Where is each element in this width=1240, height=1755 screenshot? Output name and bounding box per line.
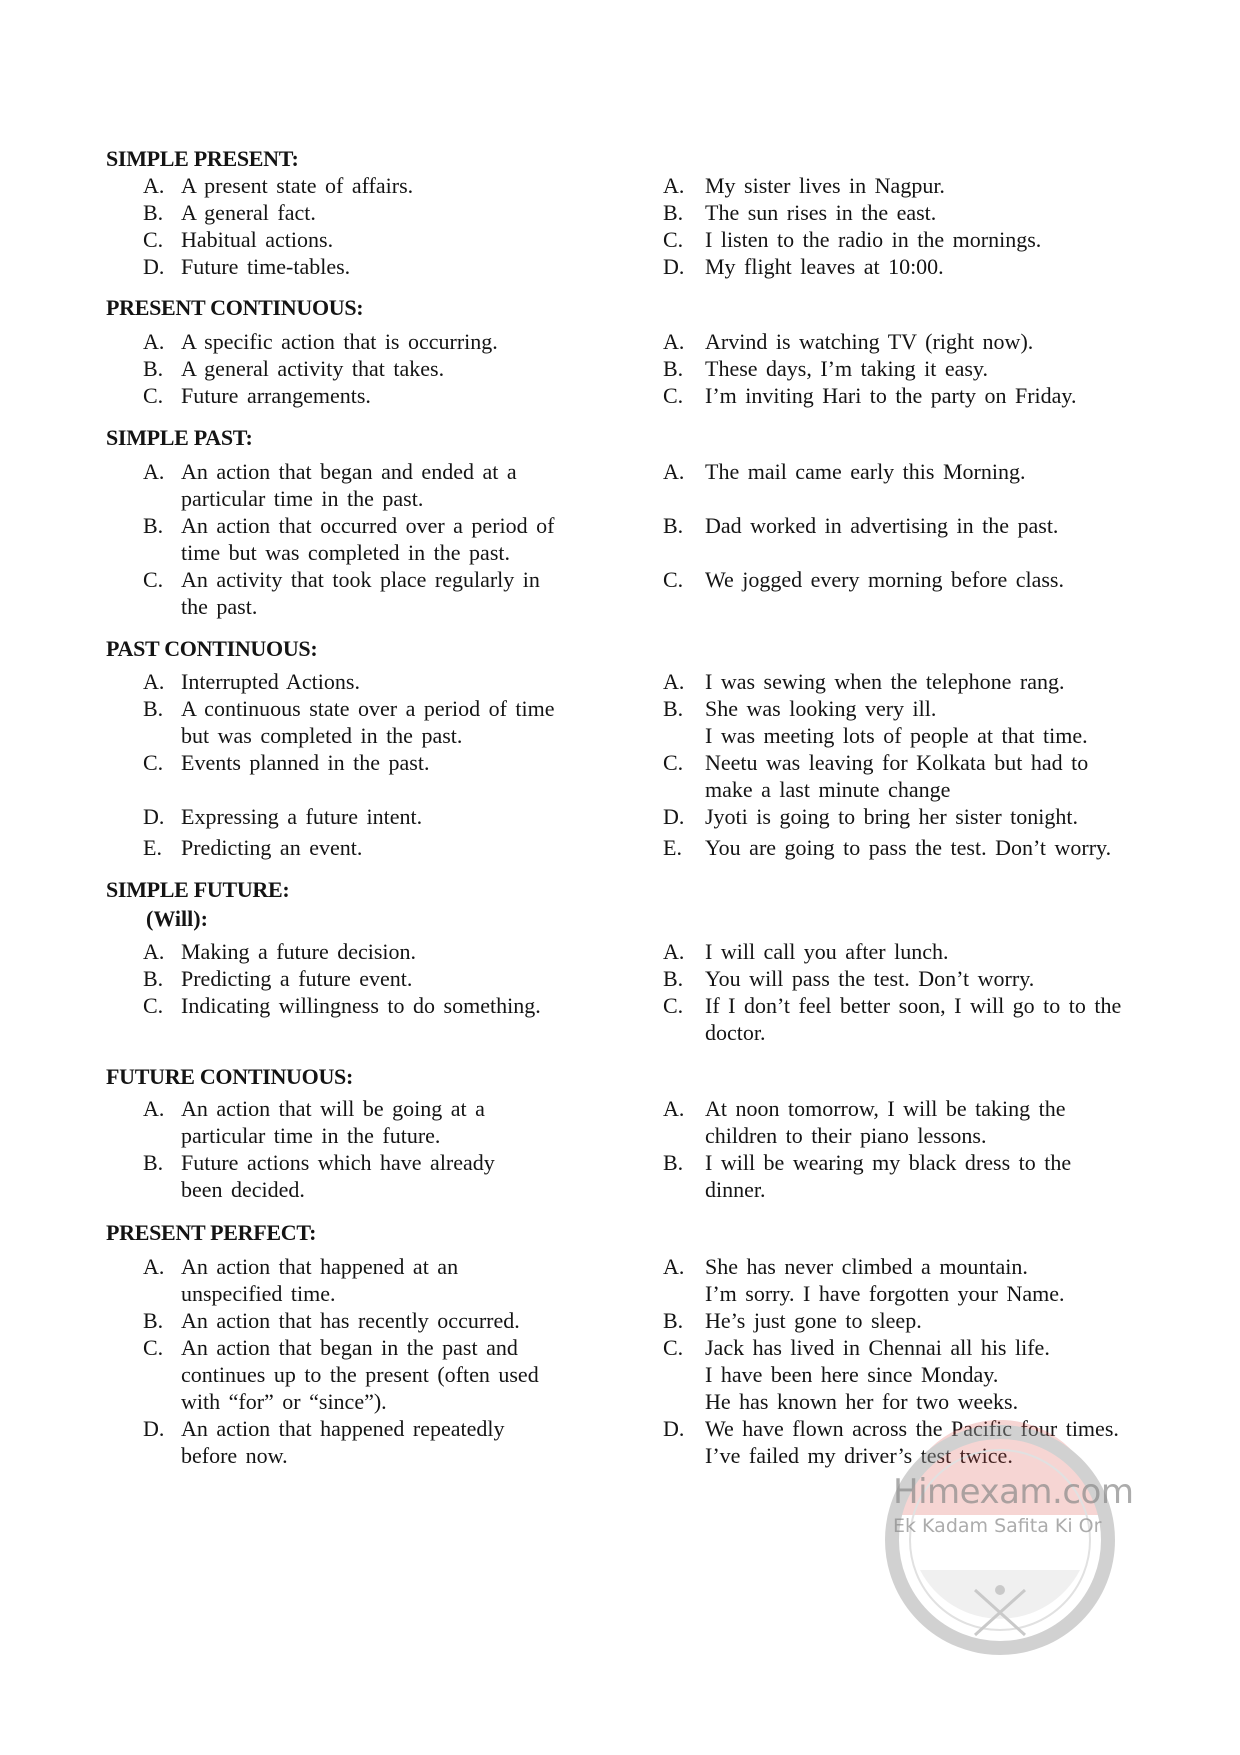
example-text: I was sewing when the telephone rang.: [705, 669, 1065, 694]
item-letter: A.: [143, 1254, 165, 1279]
usage-text: An action that happened at an unspecified time.: [181, 1254, 459, 1306]
usage-text: Indicating willingness to do something.: [181, 993, 541, 1018]
item-letter: A.: [143, 329, 165, 354]
example-text: Jyoti is going to bring her sister tonight.: [705, 804, 1078, 829]
usage-text: Future arrangements.: [181, 383, 371, 408]
example-text: Arvind is watching TV (right now).: [705, 329, 1034, 354]
section-subheading: (Will):: [146, 906, 208, 931]
example-text: I will be wearing my black dress to the dinner.: [705, 1150, 1072, 1202]
example-text: These days, I’m taking it easy.: [705, 356, 988, 381]
item-letter: B.: [143, 513, 164, 538]
item-letter: D.: [663, 804, 685, 829]
item-letter: B.: [143, 356, 164, 381]
example-text: Dad worked in advertising in the past.: [705, 513, 1059, 538]
item-letter: B.: [663, 513, 684, 538]
section-heading: SIMPLE FUTURE:: [106, 877, 290, 902]
item-letter: D.: [663, 1416, 685, 1441]
item-letter: B.: [663, 1308, 684, 1333]
item-letter: D.: [663, 254, 685, 279]
usage-text: Future time-tables.: [181, 254, 351, 279]
item-letter: B.: [143, 1150, 164, 1175]
usage-text: Predicting a future event.: [181, 966, 413, 991]
example-text: At noon tomorrow, I will be taking the children to their piano lessons.: [705, 1096, 1066, 1148]
item-letter: A.: [663, 459, 685, 484]
item-letter: C.: [663, 227, 684, 252]
example-text: I listen to the radio in the mornings.: [705, 227, 1042, 252]
item-letter: A.: [663, 669, 685, 694]
item-letter: A.: [663, 1096, 685, 1121]
usage-text: Events planned in the past.: [181, 750, 430, 775]
item-letter: A.: [663, 173, 685, 198]
usage-text: Interrupted Actions.: [181, 669, 360, 694]
usage-text: An activity that took place regularly in the past.: [181, 567, 540, 619]
usage-text: An action that has recently occurred.: [181, 1308, 520, 1333]
item-letter: B.: [143, 696, 164, 721]
usage-text: Habitual actions.: [181, 227, 334, 252]
example-text: My flight leaves at 10:00.: [705, 254, 944, 279]
item-letter: A.: [663, 1254, 685, 1279]
item-letter: A.: [663, 329, 685, 354]
usage-text: An action that began and ended at a particular time in the past.: [181, 459, 517, 511]
watermark-logo: [880, 1420, 1120, 1660]
example-text: Jack has lived in Chennai all his life. I have been here since Monday. He has known her for two weeks.: [705, 1335, 1050, 1414]
usage-text: Future actions which have already been decided.: [181, 1150, 495, 1202]
usage-text: Expressing a future intent.: [181, 804, 423, 829]
item-letter: B.: [663, 966, 684, 991]
usage-text: An action that began in the past and continues up to the present (often used with “for” or “since”).: [181, 1335, 539, 1414]
item-letter: C.: [143, 227, 164, 252]
item-letter: E.: [663, 835, 682, 860]
section-heading: PRESENT PERFECT:: [106, 1220, 317, 1245]
usage-text: A present state of affairs.: [181, 173, 414, 198]
item-letter: D.: [143, 254, 165, 279]
item-letter: C.: [143, 750, 164, 775]
watermark-tagline: Ek Kadam Safita Ki Or: [893, 1515, 1102, 1537]
item-letter: C.: [663, 993, 684, 1018]
item-letter: E.: [143, 835, 162, 860]
item-letter: A.: [143, 173, 165, 198]
item-letter: C.: [663, 750, 684, 775]
item-letter: B.: [663, 200, 684, 225]
usage-text: An action that will be going at a particular time in the future.: [181, 1096, 485, 1148]
section-heading: SIMPLE PAST:: [106, 425, 253, 450]
item-letter: C.: [663, 383, 684, 408]
item-letter: A.: [143, 459, 165, 484]
example-text: I will call you after lunch.: [705, 939, 949, 964]
usage-text: Making a future decision.: [181, 939, 417, 964]
item-letter: B.: [143, 200, 164, 225]
example-text: We have flown across the times. I’ve failed my driver’s: [705, 1416, 1119, 1468]
usage-text: A general activity that takes.: [181, 356, 445, 381]
item-letter: C.: [143, 383, 164, 408]
usage-text: An action that occurred over a period of time but was completed in the past.: [181, 513, 555, 565]
usage-text: A specific action that is occurring.: [181, 329, 498, 354]
example-text: He’s just gone to sleep.: [705, 1308, 922, 1333]
example-text: I’m inviting Hari to the party on Friday.: [705, 383, 1077, 408]
watermark-site-name: Himexam.com: [893, 1472, 1134, 1512]
section-heading: FUTURE CONTINUOUS:: [106, 1064, 354, 1089]
example-text: We jogged every morning before class.: [705, 567, 1064, 592]
example-text: You are going to pass the test. Don’t worry.: [705, 835, 1112, 860]
item-letter: C.: [143, 993, 164, 1018]
item-letter: B.: [663, 1150, 684, 1175]
item-letter: C.: [663, 567, 684, 592]
section-heading: PRESENT CONTINUOUS:: [106, 295, 364, 320]
item-letter: C.: [143, 567, 164, 592]
item-letter: B.: [143, 1308, 164, 1333]
example-text: If I don’t feel better soon, I will go to to the doctor.: [705, 993, 1122, 1045]
usage-text: Predicting an event.: [181, 835, 363, 860]
item-letter: D.: [143, 1416, 165, 1441]
usage-text: A continuous state over a period of time but was completed in the past.: [181, 696, 555, 748]
section-heading: PAST CONTINUOUS:: [106, 636, 318, 661]
item-letter: B.: [143, 966, 164, 991]
item-letter: A.: [663, 939, 685, 964]
usage-text: A general fact.: [181, 200, 316, 225]
example-text: My sister lives in Nagpur.: [705, 173, 945, 198]
item-letter: C.: [143, 1335, 164, 1360]
example-text: The mail came early this Morning.: [705, 459, 1026, 484]
usage-text: An action that happened repeatedly before now.: [181, 1416, 505, 1468]
item-letter: A.: [143, 939, 165, 964]
example-text: The sun rises in the east.: [705, 200, 937, 225]
section-heading: SIMPLE PRESENT:: [106, 146, 299, 171]
item-letter: A.: [143, 669, 165, 694]
example-text: She has never climbed a mountain. I’m sorry. I have forgotten your Name.: [705, 1254, 1065, 1306]
example-text: Neetu was leaving for Kolkata but had to make a last minute change: [705, 750, 1089, 802]
item-letter: B.: [663, 696, 684, 721]
example-text: She was looking very ill. I was meeting lots of people at that time.: [705, 696, 1088, 748]
item-letter: B.: [663, 356, 684, 381]
item-letter: D.: [143, 804, 165, 829]
item-letter: C.: [663, 1335, 684, 1360]
example-text: You will pass the test. Don’t worry.: [705, 966, 1035, 991]
item-letter: A.: [143, 1096, 165, 1121]
